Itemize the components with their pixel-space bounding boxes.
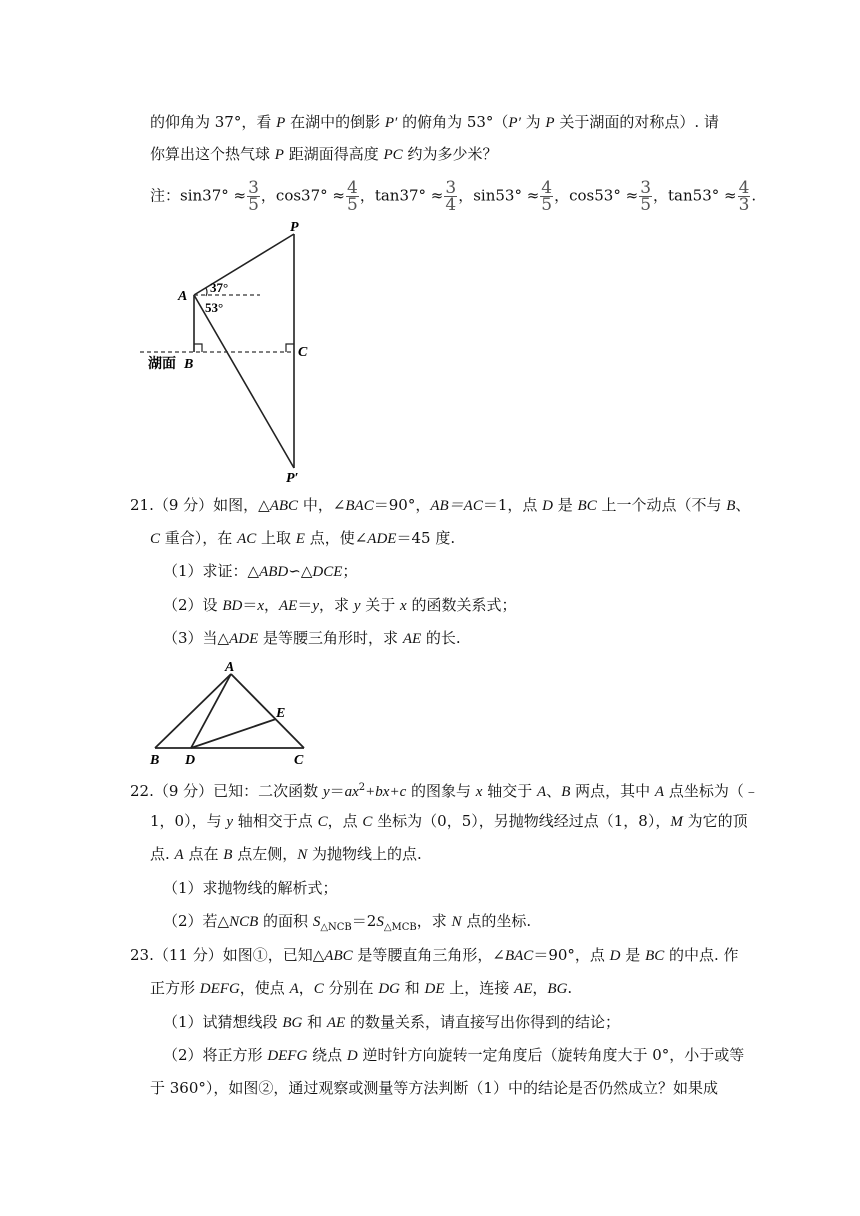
q22-line-3: 点. A 点在 B 点左侧，N 为抛物线上的点.: [150, 845, 422, 863]
label-A: A: [225, 660, 235, 675]
q22-line-2: 1，0），与 y 轴相交于点 C，点 C 坐标为（0，5），另抛物线经过点（1，8），M 为它的顶: [150, 812, 748, 830]
side-AB: [155, 674, 231, 748]
right-angle-C: [286, 344, 294, 352]
q23-item-1: （1）试猜想线段 BG 和 AE 的数量关系，请直接写出你得到的结论；: [163, 1013, 620, 1031]
label-lake: 湖面: [148, 357, 176, 372]
label-B: B: [184, 357, 194, 372]
balloon-figure: [140, 220, 320, 485]
label-D: D: [185, 753, 196, 768]
q21-item-3: （3）当△ADE 是等腰三角形时，求 AE 的长.: [163, 629, 461, 647]
label-B: B: [150, 753, 160, 768]
label-A: A: [178, 289, 188, 304]
q23-item-2-line-1: （2）将正方形 DEFG 绕点 D 逆时针方向旋转一定角度后（旋转角度大于 0°，小于或等: [163, 1046, 745, 1064]
prev-line-1: 的仰角为 37°，看 P 在湖中的倒影 P′ 的俯角为 53°（P′ 为 P 关于湖面的对称点）. 请: [150, 113, 719, 131]
q21-item-2: （2）设 BD＝x，AE＝y，求 y 关于 x 的函数关系式；: [163, 596, 517, 614]
label-E: E: [276, 706, 286, 721]
line-AP: [194, 234, 294, 295]
trig-note: 注：sin37° ≈ $\frac{3}{5}$ ，cos37° ≈ $\frac{4}{5}$ ，tan37° ≈ $\frac{3}{4}$ ，sin53° ≈ $\frac{4}{5}$ ，cos53° ≈ $\frac{3}{5}$ ，tan53° ≈ $\frac{4}{3}$ .: [150, 178, 757, 215]
q22-item-1: （1）求抛物线的解析式；: [163, 879, 338, 897]
q22-line-1: 22.（9 分）已知：二次函数 $y=ax^2+bx+c$ 的图象与 x 轴交于 A、B 两点，其中 A 点坐标为（﹣: [130, 782, 759, 800]
label-P-prime: P′: [286, 471, 299, 485]
q23-line-2: 正方形 DEFG，使点 A，C 分别在 DG 和 DE 上，连接 AE，BG.: [150, 979, 573, 997]
label-C: C: [298, 345, 308, 360]
q21-line-2: C 重合），在 AC 上取 E 点，使∠ADE＝45 度.: [150, 529, 456, 547]
q23-line-1: 23.（11 分）如图①，已知△ABC 是等腰直角三角形，∠BAC＝90°，点 D 是 BC 的中点. 作: [130, 946, 739, 964]
q21-item-1: （1）求证：△ABD∽△DCE；: [163, 562, 358, 580]
q22-item-2: （2）若△NCB 的面积 $S_{\triangle NCB}=2S_{\triangle MCB}$，求 N 点的坐标.: [163, 912, 532, 933]
label-angle-53: 53°: [205, 300, 224, 315]
label-P: P: [290, 220, 299, 235]
label-angle-37: 37°: [210, 280, 229, 295]
angle-arc-37: [206, 288, 207, 296]
triangle-figure: [140, 656, 320, 768]
label-C: C: [294, 753, 304, 768]
q23-item-2-line-2: 于 360°），如图②，通过观察或测量等方法判断（1）中的结论是否仍然成立？如果成: [150, 1079, 718, 1097]
line-AP2: [194, 295, 294, 468]
right-angle-B: [194, 344, 202, 352]
q21-line-1: 21.（9 分）如图，△ABC 中，∠BAC＝90°，AB＝AC＝1，点 D 是 BC 上一个动点（不与 B、: [130, 496, 751, 514]
prev-line-2: 你算出这个热气球 P 距湖面得高度 PC 约为多少米？: [150, 145, 498, 163]
side-AC: [231, 674, 304, 748]
